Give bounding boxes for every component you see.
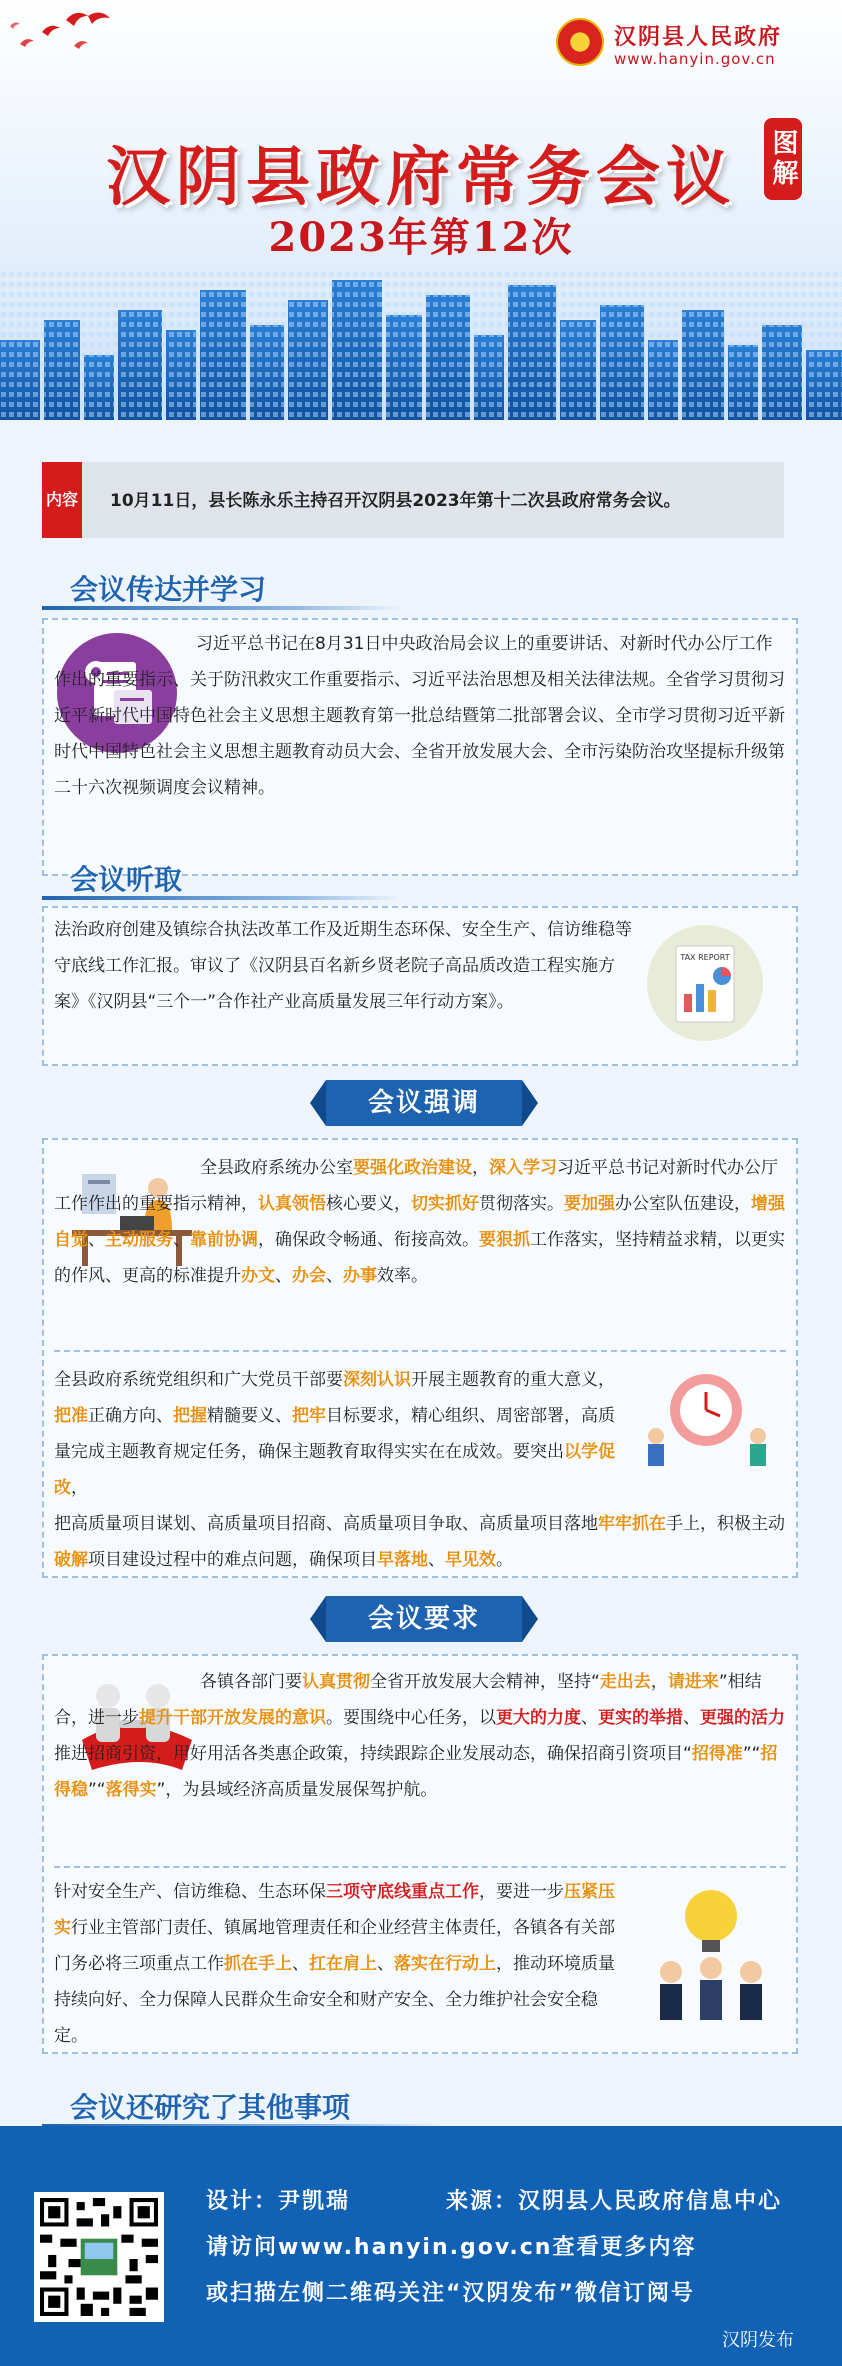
infographic-tag: 图解 bbox=[764, 118, 802, 200]
footer-visit: 请访问www.hanyin.gov.cn查看更多内容 bbox=[206, 2235, 697, 2260]
footer-scan: 或扫描左侧二维码关注“汉阴发布”微信订阅号 bbox=[206, 2281, 695, 2306]
brand-url[interactable]: www.hanyin.gov.cn bbox=[614, 50, 776, 68]
header-banner bbox=[0, 0, 842, 420]
report-icon bbox=[646, 924, 764, 1042]
emphasize-para-1: 全县政府系统办公室要强化政治建设，深入学习习近平总书记对新时代办公厅工作作出的重要指示精神，认真领悟核心要义，切实抓好贯彻落实。要加强办公室队伍建设，增强自觉、主动服务、靠前协调，确保政令畅通、衔接高效。要狠抓工作落实，坚持精益求精，以更实的作风、更高的标准提升办文、办会、办事效率。 bbox=[54, 1158, 785, 1286]
section-body-hear: 法治政府创建及镇综合执法改革工作及近期生态环保、安全生产、信访维稳等守底线工作汇报。审议了《汉阴县百名新乡贤老院子高品质改造工程实施方案》《汉阴县“三个一”合作社产业高质量发展三年行动方案》。 bbox=[54, 920, 632, 1012]
report-label: TAX REPORT bbox=[680, 953, 730, 962]
page-title: 汉阴县政府常务会议 bbox=[106, 140, 736, 215]
emphasize-para-2: 全县政府系统党组织和广大党员干部要深刻认识开展主题教育的重大意义，把准正确方向、把握精髓要义、把牢目标要求，精心组织、周密部署，高质量完成主题教育规定任务，确保主题教育取得实实在在成效。要突出以学促改， 把高质量项目谋划、高质量项目招商、高质量项目争取、高质量项目落地牢牢抓在手上，积极主动破解项目建设过程中的难点问题，确保项目早落地、早见效。 bbox=[54, 1370, 785, 1570]
qr-code[interactable] bbox=[34, 2192, 164, 2322]
require-para-2: 针对安全生产、信访维稳、生态环保三项守底线重点工作，要进一步压紧压实行业主管部门责任、镇属地管理责任和企业经营主体责任，各镇各有关部门务必将三项重点工作抓在手上、扛在肩上、落实在行动上，推动环境质量持续向好、全力保障人民群众生命安全和财产安全、全力维护社会安全稳定。 bbox=[54, 1882, 615, 2046]
section-title-require: 会议要求 bbox=[326, 1596, 522, 1642]
qr-code-icon bbox=[40, 2198, 158, 2316]
section-title-other: 会议还研究了其他事项 bbox=[70, 2091, 351, 2124]
require-para-1: 各镇各部门要认真贯彻全省开放发展大会精神，坚持“走出去，请进来”相结合，进一步提升干部开放发展的意识。要围绕中心任务，以更大的力度、更实的举措、更强的活力推进招商引资，用好用活各类惠企政策，持续跟踪企业发展动态，确保招商引资项目“招得准”“招得稳”“落得实”，为县域经济高质量发展保驾护航。 bbox=[54, 1672, 785, 1800]
intro-text: 10月11日，县长陈永乐主持召开汉阴县2023年第十二次县政府常务会议。 bbox=[110, 491, 681, 511]
birds-icon bbox=[6, 6, 136, 72]
page-subtitle: 2023年第12次 bbox=[268, 214, 574, 261]
section-underline bbox=[42, 896, 402, 900]
divider bbox=[54, 1350, 786, 1352]
section-title-hear: 会议听取 bbox=[70, 863, 183, 896]
wechat-account-label: 汉阴发布 bbox=[722, 2330, 794, 2351]
intro-tag: 内容 bbox=[42, 462, 82, 538]
section-title-study: 会议传达并学习 bbox=[70, 573, 267, 606]
footer-designer: 设计：尹凯瑞 bbox=[206, 2189, 351, 2214]
divider bbox=[54, 1866, 786, 1868]
footer-source: 来源：汉阴县人民政府信息中心 bbox=[446, 2189, 783, 2214]
brand-name: 汉阴县人民政府 bbox=[614, 25, 783, 50]
national-emblem-icon bbox=[556, 18, 604, 66]
city-skyline-illustration bbox=[0, 270, 842, 420]
section-body-study: 习近平总书记在8月31日中央政治局会议上的重要讲话、对新时代办公厅工作作出的重要指示、关于防汛救灾工作重要指示、习近平法治思想及相关法律法规。全省学习贯彻习近平新时代中国特色社会主义思想主题教育第一批总结暨第二批部署会议、全市学习贯彻习近平新时代中国特色社会主义思想主题教育动员大会、全省开放发展大会、全市污染防治攻坚提标升级第二十六次视频调度会议精神。 bbox=[54, 634, 785, 798]
section-underline bbox=[42, 606, 402, 610]
section-title-emphasize: 会议强调 bbox=[326, 1080, 522, 1126]
